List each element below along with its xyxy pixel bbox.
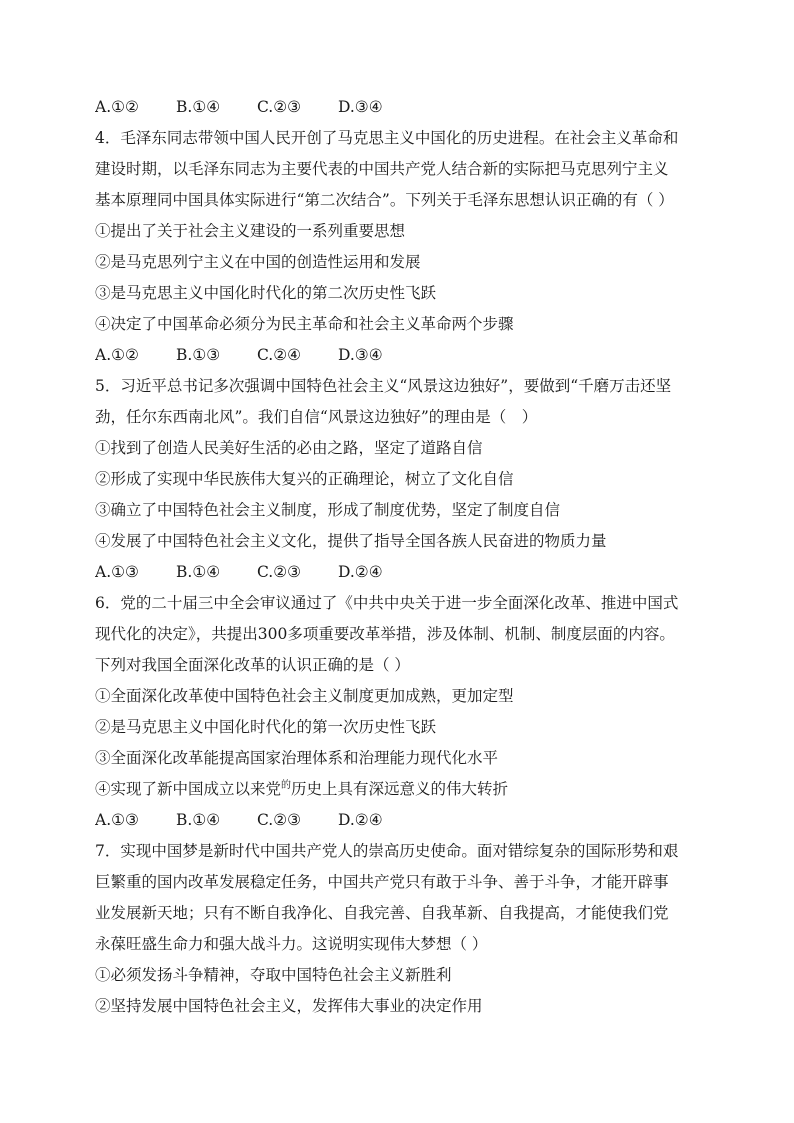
answer-choice: B.①④ — [176, 98, 221, 116]
question-stem-line: 巨繁重的国内改革发展稳定任务，中国共产党只有敢于斗争、善于斗争，才能开辟事 — [95, 873, 669, 891]
statement-option: ②是马克思列宁主义在中国的创造性运用和发展 — [95, 253, 421, 271]
answer-choices-row — [95, 557, 705, 588]
answer-choice: A.①② — [95, 346, 139, 364]
question-content — [95, 92, 705, 1022]
question-stem-line: 劲，任尔东西南北风”。我们自信“风景这边独好”的理由是（ ） — [95, 408, 538, 426]
answer-choice: C.②③ — [257, 811, 302, 829]
statement-option: ③是马克思主义中国化时代化的第二次历史性飞跃 — [95, 284, 437, 302]
question-stem-line: 下列对我国全面深化改革的认识正确的是（ ） — [95, 656, 410, 674]
answer-choice: B.①③ — [176, 346, 221, 364]
statement-option: ④发展了中国特色社会主义文化，提供了指导全国各族人民奋进的物质力量 — [95, 532, 607, 550]
answer-choice: D.③④ — [338, 98, 383, 116]
statement-option: ③确立了中国特色社会主义制度，形成了制度优势，坚定了制度自信 — [95, 501, 561, 519]
question-stem-line: 建设时期，以毛泽东同志为主要代表的中国共产党人结合新的实际把马克思列宁主义 — [95, 160, 669, 178]
answer-choice: B.①④ — [176, 563, 221, 581]
statement-option-text: ④实现了新中国成立以来党 — [95, 780, 282, 798]
answer-choice: C.②③ — [257, 98, 302, 116]
answer-choice: A.①③ — [95, 563, 139, 581]
question-stem-line: 5．习近平总书记多次强调中国特色社会主义“风景这边独好”，要做到“千磨万击还坚 — [95, 377, 672, 395]
answer-choice: A.①③ — [95, 811, 139, 829]
answer-choice: D.②④ — [338, 811, 383, 829]
answer-choices-row — [95, 92, 705, 123]
question-stem-line: 6．党的二十届三中全会审议通过了《中共中央关于进一步全面深化改革、推进中国式 — [95, 594, 679, 612]
question-stem-line: 现代化的决定》，共提出300多项重要改革举措，涉及体制、机制、制度层面的内容。 — [95, 625, 675, 643]
superscript-glyph: 的 — [281, 780, 292, 791]
statement-option: ②是马克思主义中国化时代化的第一次历史性飞跃 — [95, 718, 437, 736]
statement-option: ①找到了创造人民美好生活的必由之路，坚定了道路自信 — [95, 439, 483, 457]
answer-choices-row — [95, 805, 705, 836]
answer-choice: C.②④ — [257, 346, 302, 364]
answer-choice: B.①④ — [176, 811, 221, 829]
statement-option: ②形成了实现中华民族伟大复兴的正确理论，树立了文化自信 — [95, 470, 514, 488]
statement-option: ①必须发扬斗争精神，夺取中国特色社会主义新胜利 — [95, 966, 452, 984]
statement-option-text: 历史上具有深远意义的伟大转折 — [291, 780, 509, 798]
statement-option: ①提出了关于社会主义建设的一系列重要思想 — [95, 222, 406, 240]
question-stem-line: 4．毛泽东同志带领中国人民开创了马克思主义中国化的历史进程。在社会主义革命和 — [95, 129, 679, 147]
question-stem-line: 基本原理同中国具体实际进行“第二次结合”。下列关于毛泽东思想认识正确的有（ ） — [95, 191, 674, 209]
statement-option: ①全面深化改革使中国特色社会主义制度更加成熟，更加定型 — [95, 687, 514, 705]
statement-option: ④决定了中国革命必须分为民主革命和社会主义革命两个步骤 — [95, 315, 514, 333]
statement-option: ②坚持发展中国特色社会主义，发挥伟大事业的决定作用 — [95, 997, 483, 1015]
answer-choice: D.②④ — [338, 563, 383, 581]
question-stem-line: 7．实现中国梦是新时代中国共产党人的崇高历史使命。面对错综复杂的国际形势和艰 — [95, 842, 679, 860]
statement-option — [95, 774, 705, 805]
question-stem-line: 永葆旺盛生命力和强大战斗力。这说明实现伟大梦想（ ） — [95, 935, 488, 953]
answer-choice: A.①② — [95, 98, 139, 116]
question-stem-line: 业发展新天地；只有不断自我净化、自我完善、自我革新、自我提高，才能使我们党 — [95, 904, 669, 922]
answer-choices-row — [95, 340, 705, 371]
statement-option: ③全面深化改革能提高国家治理体系和治理能力现代化水平 — [95, 749, 499, 767]
answer-choice: C.②③ — [257, 563, 302, 581]
answer-choice: D.③④ — [338, 346, 383, 364]
